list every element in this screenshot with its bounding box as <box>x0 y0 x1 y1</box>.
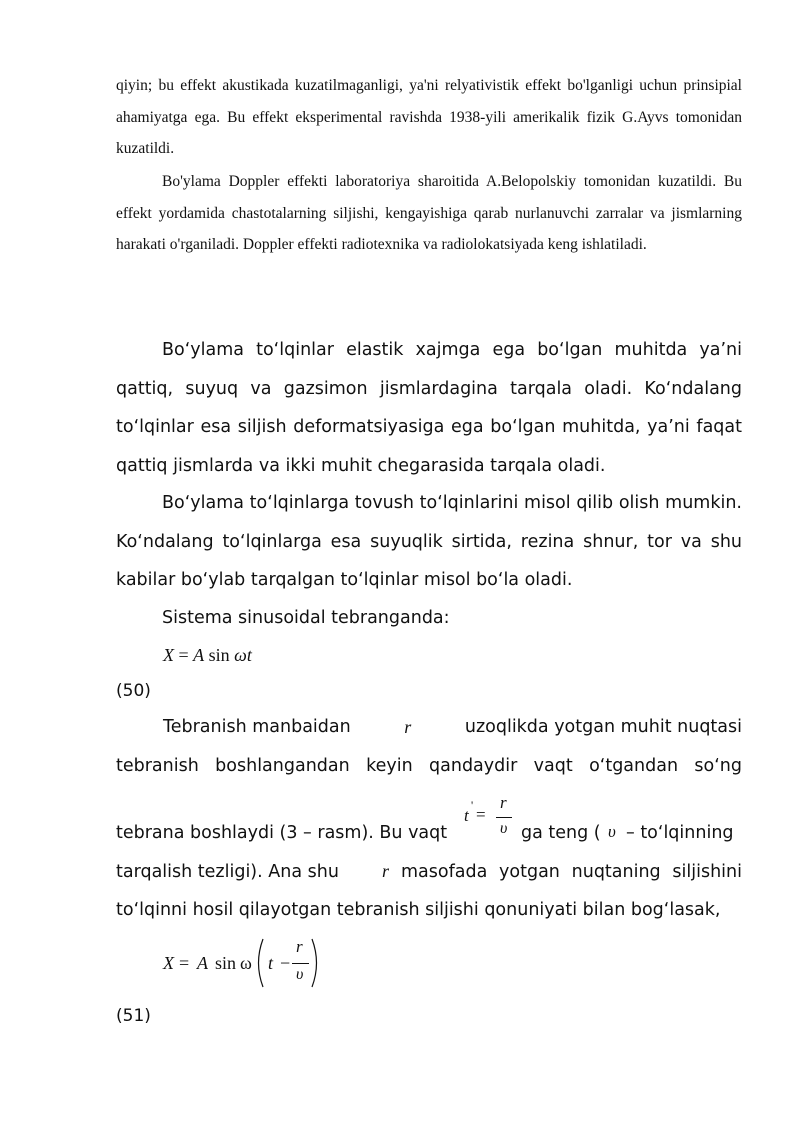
main-paragraph-4-line-3a: tebrana boshlaydi (3 – rasm). Bu vaqt <box>116 823 448 843</box>
right-paren <box>309 937 323 989</box>
equation-50-number: (50) <box>116 681 151 701</box>
equation-51: X = A sin ω t − r υ <box>163 935 363 995</box>
main-paragraph-3: Sistema sinusoidal tebranganda: <box>162 608 450 628</box>
r-symbol: r <box>382 861 390 881</box>
main-paragraph-4-line-3c: – to‘lqinning <box>626 823 734 843</box>
fraction-bar-51 <box>292 963 309 964</box>
equation-51-number: (51) <box>116 1006 151 1026</box>
inline-fraction-t: t ' = r υ <box>456 796 526 846</box>
main-paragraph-4-line-3b: ga teng ( <box>521 823 601 843</box>
main-paragraph-4-line-4a: tarqalish tezligi). Ana shu <box>116 862 339 882</box>
top-paragraph-2: Bo'ylama Doppler effekti laboratoriya sharoitida A.Belopolskiy tomonidan kuzatildi. Bu effekt yordamida chastotalarning siljishi, kengayishiga qarab nurlanuvchi zarralar va jismlarning harakati o'rganiladi. Doppler effekti radiotexnika va radiolokatsiyada keng ishlatiladi. <box>116 173 742 253</box>
main-paragraph-1: Bo‘ylama to‘lqinlar elastik xajmga ega bo‘lgan muhitda ya’ni qattiq, suyuq va gazsimon jismlardagina tarqala oladi. Ko‘ndalang to‘lqinlar esa siljish deformatsiyasiga ega bo‘lgan muhitda, ya’ni faqat qattiq jismlarda va ikki muhit chegarasida tarqala oladi. <box>116 340 742 476</box>
main-paragraph-4-line-5: to‘lqinni hosil qilayotgan tebranish siljishi qonuniyati bilan bog‘lasak, <box>116 900 721 920</box>
main-paragraph-4-line-4b: masofada yotgan nuqtaning siljishini <box>401 862 742 882</box>
main-paragraph-2: Bo‘ylama to‘lqinlarga tovush to‘lqinlarini misol qilib olish mumkin. Ko‘ndalang to‘lqinlarga esa suyuqlik sirtida, rezina shnur, tor va shu kabilar bo‘ylab tarqalgan to‘lqinlar misol bo‘la oladi. <box>116 493 742 590</box>
fraction-bar <box>496 817 512 818</box>
left-paren <box>252 937 266 989</box>
main-paragraph-4-line-1: Tebranish manbaidan r uzoqlikda yotgan muhit nuqtasi <box>163 717 742 737</box>
main-paragraph-4-line-2: tebranish boshlangandan keyin qandaydir vaqt o‘tgandan so‘ng <box>116 756 742 776</box>
upsilon-symbol: υ <box>608 822 616 841</box>
equation-50: X = A sin ωt <box>163 645 252 665</box>
top-paragraph-1: qiyin; bu effekt akustikada kuzatilmaganligi, ya'ni relyativistik effekt bo'lganligi uchun prinsipial ahamiyatga ega. Bu effekt eksperimental ravishda 1938-yili amerikalik fizik G.Ayvs tomonidan kuzatildi. <box>116 77 742 157</box>
